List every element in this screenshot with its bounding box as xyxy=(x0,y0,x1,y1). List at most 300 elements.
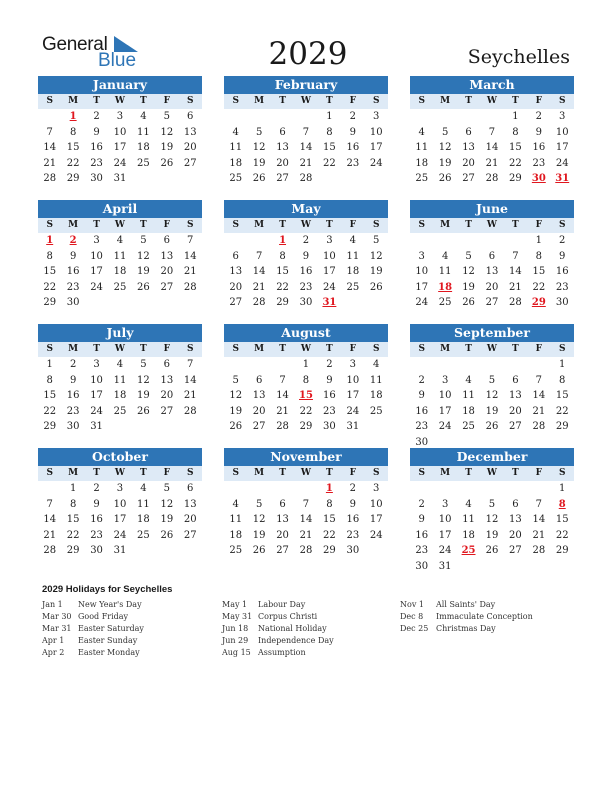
day-cell: 5 xyxy=(163,483,170,494)
empty-cell xyxy=(433,481,456,497)
day-cell: 8 xyxy=(535,250,542,262)
day-cell: 24 xyxy=(323,281,336,293)
day-cell: 24 xyxy=(438,545,452,556)
month-title: July xyxy=(38,324,202,342)
day-cell: 31 xyxy=(438,560,452,572)
day-cell: 9 xyxy=(535,126,542,138)
day-cell: 14 xyxy=(299,142,313,153)
weekday-label: S xyxy=(558,220,566,230)
day-cell: 23 xyxy=(346,157,360,169)
empty-cell xyxy=(294,481,317,497)
month-title: October xyxy=(38,448,202,466)
day-cell: 1 xyxy=(69,483,77,494)
weekday-label: W xyxy=(114,344,126,354)
country-name: Seychelles xyxy=(467,46,570,68)
weekday-label: M xyxy=(254,96,265,106)
day-cell: 18 xyxy=(229,529,243,541)
day-cell: 15 xyxy=(43,266,57,277)
day-cell: 23 xyxy=(66,405,80,417)
day-cell: 31 xyxy=(113,545,127,556)
holiday-name: Assumption xyxy=(258,648,306,657)
holidays-title: 2029 Holidays for Seychelles xyxy=(42,584,173,595)
day-cell: 19 xyxy=(485,405,499,417)
day-cell: 30 xyxy=(299,297,313,308)
day-cell: 6 xyxy=(255,374,263,386)
holiday-date: Jun 29 xyxy=(222,636,249,645)
weekday-label: M xyxy=(68,220,79,230)
day-cell: 16 xyxy=(415,529,429,541)
day-cell: 16 xyxy=(415,405,429,417)
day-cell: 3 xyxy=(116,111,124,122)
day-cell: 22 xyxy=(66,157,80,169)
day-cell: 17 xyxy=(346,390,360,401)
day-cell: 5 xyxy=(373,235,380,246)
weekday-header xyxy=(38,466,202,481)
day-cell: 6 xyxy=(488,250,496,262)
empty-cell xyxy=(504,481,527,497)
day-cell: 1 xyxy=(46,359,53,370)
day-cell: 6 xyxy=(163,359,170,370)
day-cell: 9 xyxy=(93,126,100,138)
day-cell: 8 xyxy=(279,250,286,262)
weekday-label: M xyxy=(440,344,451,354)
day-cell: 4 xyxy=(116,235,124,246)
day-cell: 16 xyxy=(66,390,80,401)
day-cell: 18 xyxy=(137,514,150,525)
day-cell: 24 xyxy=(113,529,127,541)
day-cell: 29 xyxy=(299,421,313,432)
day-cell: 18 xyxy=(346,266,360,277)
day-cell: 18 xyxy=(462,405,475,417)
day-cell: 20 xyxy=(509,529,522,541)
day-grid xyxy=(224,357,388,435)
holiday-row xyxy=(222,647,334,659)
day-cell: 18 xyxy=(113,390,127,401)
day-cell: 28 xyxy=(252,297,266,308)
day-cell: 5 xyxy=(441,126,449,138)
weekday-label: W xyxy=(300,220,312,230)
day-grid xyxy=(38,357,202,435)
holiday-row xyxy=(222,599,334,611)
day-cell: 23 xyxy=(532,157,546,169)
holiday-name: Independence Day xyxy=(258,636,334,645)
holiday-day-cell: 29 xyxy=(531,297,546,308)
day-cell: 20 xyxy=(485,281,499,293)
day-cell: 9 xyxy=(349,498,356,510)
day-cell: 26 xyxy=(137,405,150,417)
day-cell: 12 xyxy=(137,250,150,262)
day-cell: 11 xyxy=(415,142,429,153)
day-cell: 26 xyxy=(485,421,499,432)
weekday-label: S xyxy=(46,96,53,106)
day-cell: 23 xyxy=(415,545,429,556)
day-cell: 17 xyxy=(369,514,383,525)
day-cell: 21 xyxy=(509,281,522,293)
month-title: June xyxy=(410,200,574,218)
day-cell: 26 xyxy=(485,545,499,556)
day-cell: 27 xyxy=(183,529,197,541)
holiday-row xyxy=(42,647,144,659)
holiday-date: Dec 25 xyxy=(400,624,429,633)
day-cell: 23 xyxy=(299,281,313,293)
day-cell: 6 xyxy=(187,483,194,494)
day-cell: 2 xyxy=(93,483,100,494)
holiday-name: Easter Saturday xyxy=(78,624,144,633)
day-cell: 29 xyxy=(43,297,57,308)
day-cell: 30 xyxy=(346,545,360,556)
day-cell: 7 xyxy=(279,374,286,386)
day-cell: 12 xyxy=(485,390,499,401)
empty-cell xyxy=(271,481,294,497)
weekday-label: S xyxy=(372,344,380,354)
day-cell: 11 xyxy=(462,514,475,525)
day-cell: 29 xyxy=(43,421,57,432)
day-cell: 20 xyxy=(160,390,174,401)
day-cell: 27 xyxy=(485,297,499,308)
day-cell: 14 xyxy=(43,142,57,153)
day-cell: 7 xyxy=(302,126,310,138)
day-cell: 12 xyxy=(252,142,266,153)
holiday-date: Mar 30 xyxy=(42,612,72,621)
day-cell: 3 xyxy=(349,359,356,370)
day-cell: 22 xyxy=(509,157,522,169)
holiday-row xyxy=(400,599,533,611)
weekday-label: F xyxy=(535,220,543,230)
empty-cell xyxy=(410,233,433,249)
day-cell: 5 xyxy=(255,126,263,138)
day-cell: 24 xyxy=(369,157,383,169)
holiday-name: New Year's Day xyxy=(78,600,142,609)
day-cell: 30 xyxy=(66,421,80,432)
weekday-label: T xyxy=(512,96,519,106)
weekday-label: T xyxy=(326,220,333,230)
weekday-label: F xyxy=(163,468,171,478)
day-cell: 16 xyxy=(90,514,103,525)
day-cell: 28 xyxy=(299,545,313,556)
weekday-label: T xyxy=(140,344,147,354)
day-cell: 28 xyxy=(532,545,546,556)
day-cell: 3 xyxy=(441,498,449,510)
day-cell: 22 xyxy=(532,281,546,293)
day-cell: 14 xyxy=(252,266,266,277)
weekday-label: W xyxy=(486,220,498,230)
weekday-label: S xyxy=(232,220,239,230)
weekday-label: S xyxy=(186,96,194,106)
day-cell: 26 xyxy=(369,281,383,293)
month-august xyxy=(224,324,388,435)
day-cell: 3 xyxy=(559,111,566,122)
weekday-label: M xyxy=(254,344,265,354)
empty-cell xyxy=(247,357,270,373)
holiday-date: Aug 15 xyxy=(222,648,251,657)
month-title: March xyxy=(410,76,574,94)
day-cell: 16 xyxy=(299,266,313,277)
day-cell: 22 xyxy=(555,529,569,541)
holiday-date: Jun 18 xyxy=(222,624,249,633)
day-cell: 27 xyxy=(160,281,174,293)
weekday-header xyxy=(410,342,574,357)
month-october xyxy=(38,448,202,559)
month-april xyxy=(38,200,202,311)
day-cell: 10 xyxy=(555,126,569,138)
day-cell: 13 xyxy=(160,250,174,262)
day-cell: 20 xyxy=(509,405,522,417)
day-cell: 28 xyxy=(299,173,313,184)
weekday-label: S xyxy=(186,220,194,230)
weekday-label: T xyxy=(465,96,472,106)
page-title-year: 2029 xyxy=(268,36,348,72)
month-title: January xyxy=(38,76,202,94)
weekday-label: T xyxy=(140,468,147,478)
day-cell: 7 xyxy=(535,374,542,386)
day-cell: 7 xyxy=(535,498,542,510)
day-cell: 11 xyxy=(369,374,383,386)
day-cell: 17 xyxy=(369,142,383,153)
day-cell: 17 xyxy=(113,514,127,525)
holiday-name: All Saints' Day xyxy=(436,600,496,609)
day-cell: 14 xyxy=(43,514,57,525)
day-cell: 23 xyxy=(323,405,336,417)
day-cell: 19 xyxy=(252,529,266,541)
day-cell: 13 xyxy=(509,390,522,401)
day-cell: 17 xyxy=(438,529,452,541)
day-cell: 26 xyxy=(438,173,452,184)
day-cell: 3 xyxy=(116,483,124,494)
day-cell: 17 xyxy=(113,142,127,153)
weekday-label: S xyxy=(232,344,239,354)
day-cell: 12 xyxy=(160,126,174,138)
day-cell: 28 xyxy=(43,545,57,556)
day-cell: 8 xyxy=(69,498,77,510)
weekday-label: M xyxy=(68,468,79,478)
holiday-row xyxy=(42,599,144,611)
day-grid xyxy=(410,233,574,311)
weekday-label: M xyxy=(440,220,451,230)
holiday-name: Immaculate Conception xyxy=(436,612,533,621)
weekday-header xyxy=(410,466,574,481)
empty-cell xyxy=(527,481,550,497)
day-cell: 12 xyxy=(485,514,499,525)
day-cell: 6 xyxy=(163,235,170,246)
day-cell: 21 xyxy=(43,157,57,169)
holiday-name: Easter Sunday xyxy=(78,636,138,645)
day-cell: 24 xyxy=(438,421,452,432)
day-cell: 25 xyxy=(462,421,475,432)
empty-cell xyxy=(410,481,433,497)
weekday-label: S xyxy=(558,96,566,106)
day-cell: 15 xyxy=(555,514,569,525)
holiday-column xyxy=(42,599,144,659)
day-cell: 15 xyxy=(66,142,80,153)
day-cell: 24 xyxy=(555,157,569,169)
day-cell: 10 xyxy=(90,374,103,386)
day-cell: 3 xyxy=(93,235,100,246)
day-cell: 9 xyxy=(69,250,77,262)
empty-cell xyxy=(457,481,480,497)
weekday-label: T xyxy=(326,96,333,106)
weekday-label: T xyxy=(93,344,100,354)
empty-cell xyxy=(247,109,270,125)
weekday-label: T xyxy=(512,468,519,478)
day-cell: 27 xyxy=(509,545,522,556)
day-cell: 25 xyxy=(113,405,127,417)
day-cell: 13 xyxy=(229,266,243,277)
day-cell: 21 xyxy=(299,529,313,541)
weekday-label: F xyxy=(349,220,357,230)
holiday-date: Mar 31 xyxy=(42,624,72,633)
day-cell: 25 xyxy=(369,405,383,417)
day-cell: 26 xyxy=(160,157,174,169)
day-cell: 10 xyxy=(438,390,452,401)
weekday-header xyxy=(410,218,574,233)
day-cell: 29 xyxy=(509,173,522,184)
month-title: November xyxy=(224,448,388,466)
day-cell: 29 xyxy=(555,545,569,556)
holiday-day-cell: 8 xyxy=(558,498,566,510)
weekday-label: S xyxy=(46,468,53,478)
holiday-row xyxy=(222,635,334,647)
day-cell: 16 xyxy=(323,390,336,401)
day-cell: 21 xyxy=(485,157,499,169)
day-cell: 21 xyxy=(252,281,266,293)
day-cell: 18 xyxy=(462,529,475,541)
weekday-label: F xyxy=(163,344,171,354)
holiday-date: Apr 1 xyxy=(42,636,65,645)
day-cell: 21 xyxy=(532,405,546,417)
weekday-label: F xyxy=(349,344,357,354)
holiday-day-cell: 1 xyxy=(46,235,54,246)
day-cell: 12 xyxy=(160,498,174,510)
day-cell: 8 xyxy=(326,498,333,510)
weekday-label: T xyxy=(279,468,286,478)
day-cell: 26 xyxy=(137,281,150,293)
day-cell: 30 xyxy=(555,297,569,308)
empty-cell xyxy=(480,357,503,373)
day-cell: 12 xyxy=(137,374,150,386)
day-cell: 22 xyxy=(276,281,289,293)
day-cell: 14 xyxy=(485,142,499,153)
day-cell: 25 xyxy=(438,297,452,308)
day-cell: 14 xyxy=(276,390,289,401)
day-cell: 24 xyxy=(90,281,103,293)
day-cell: 25 xyxy=(346,281,360,293)
day-cell: 4 xyxy=(140,483,147,494)
day-cell: 7 xyxy=(255,250,263,262)
day-cell: 22 xyxy=(299,405,313,417)
day-cell: 2 xyxy=(93,111,100,122)
holiday-date: Nov 1 xyxy=(400,600,424,609)
day-cell: 25 xyxy=(113,281,127,293)
holiday-name: Christmas Day xyxy=(436,624,496,633)
day-cell: 13 xyxy=(252,390,266,401)
day-cell: 24 xyxy=(415,297,429,308)
day-cell: 22 xyxy=(43,405,57,417)
day-cell: 7 xyxy=(187,359,194,370)
day-cell: 11 xyxy=(229,514,243,525)
day-cell: 28 xyxy=(532,421,546,432)
day-cell: 29 xyxy=(66,545,80,556)
holiday-date: Jan 1 xyxy=(42,600,63,609)
day-cell: 26 xyxy=(462,297,475,308)
day-cell: 30 xyxy=(415,436,429,448)
holiday-column xyxy=(222,599,334,659)
day-cell: 23 xyxy=(346,529,360,541)
day-cell: 17 xyxy=(323,266,336,277)
day-cell: 9 xyxy=(418,514,425,525)
day-cell: 5 xyxy=(488,498,496,510)
weekday-label: T xyxy=(93,220,100,230)
day-cell: 16 xyxy=(555,266,569,277)
weekday-header xyxy=(38,218,202,233)
day-cell: 8 xyxy=(512,126,519,138)
holiday-row xyxy=(42,623,144,635)
day-cell: 1 xyxy=(326,111,333,122)
day-cell: 19 xyxy=(485,529,499,541)
day-cell: 20 xyxy=(229,281,243,293)
day-cell: 31 xyxy=(90,421,103,432)
empty-cell xyxy=(38,109,61,125)
weekday-label: T xyxy=(326,344,333,354)
day-cell: 5 xyxy=(232,374,239,386)
empty-cell xyxy=(480,109,503,125)
holiday-date: May 1 xyxy=(222,600,248,609)
day-cell: 17 xyxy=(90,266,103,277)
day-cell: 27 xyxy=(462,173,475,184)
logo xyxy=(42,34,152,74)
day-cell: 21 xyxy=(299,157,313,169)
day-cell: 19 xyxy=(462,281,475,293)
weekday-label: S xyxy=(232,468,239,478)
month-september xyxy=(410,324,574,450)
month-january xyxy=(38,76,202,187)
day-cell: 19 xyxy=(369,266,383,277)
day-cell: 3 xyxy=(373,483,380,494)
day-grid xyxy=(38,481,202,559)
day-cell: 28 xyxy=(183,405,197,417)
day-cell: 14 xyxy=(299,514,313,525)
weekday-label: S xyxy=(418,468,425,478)
day-cell: 18 xyxy=(113,266,127,277)
day-cell: 20 xyxy=(252,405,266,417)
day-cell: 9 xyxy=(69,374,77,386)
day-grid xyxy=(224,481,388,559)
day-cell: 17 xyxy=(90,390,103,401)
holiday-column xyxy=(400,599,533,635)
day-cell: 22 xyxy=(323,157,336,169)
holiday-day-cell: 30 xyxy=(531,173,546,184)
weekday-label: F xyxy=(349,96,357,106)
day-cell: 11 xyxy=(113,250,127,262)
day-grid xyxy=(224,233,388,311)
day-cell: 22 xyxy=(323,529,336,541)
day-cell: 29 xyxy=(555,421,569,432)
day-cell: 29 xyxy=(323,545,336,556)
day-cell: 7 xyxy=(46,126,53,138)
day-cell: 28 xyxy=(43,173,57,184)
weekday-label: W xyxy=(114,220,126,230)
day-cell: 2 xyxy=(349,111,356,122)
day-cell: 14 xyxy=(183,374,197,386)
holiday-row xyxy=(42,611,144,623)
day-cell: 27 xyxy=(509,421,522,432)
day-cell: 20 xyxy=(183,514,197,525)
day-cell: 27 xyxy=(276,173,289,184)
day-cell: 27 xyxy=(183,157,197,169)
day-cell: 6 xyxy=(279,126,286,138)
day-cell: 6 xyxy=(512,498,519,510)
day-cell: 22 xyxy=(66,529,80,541)
weekday-header xyxy=(224,342,388,357)
